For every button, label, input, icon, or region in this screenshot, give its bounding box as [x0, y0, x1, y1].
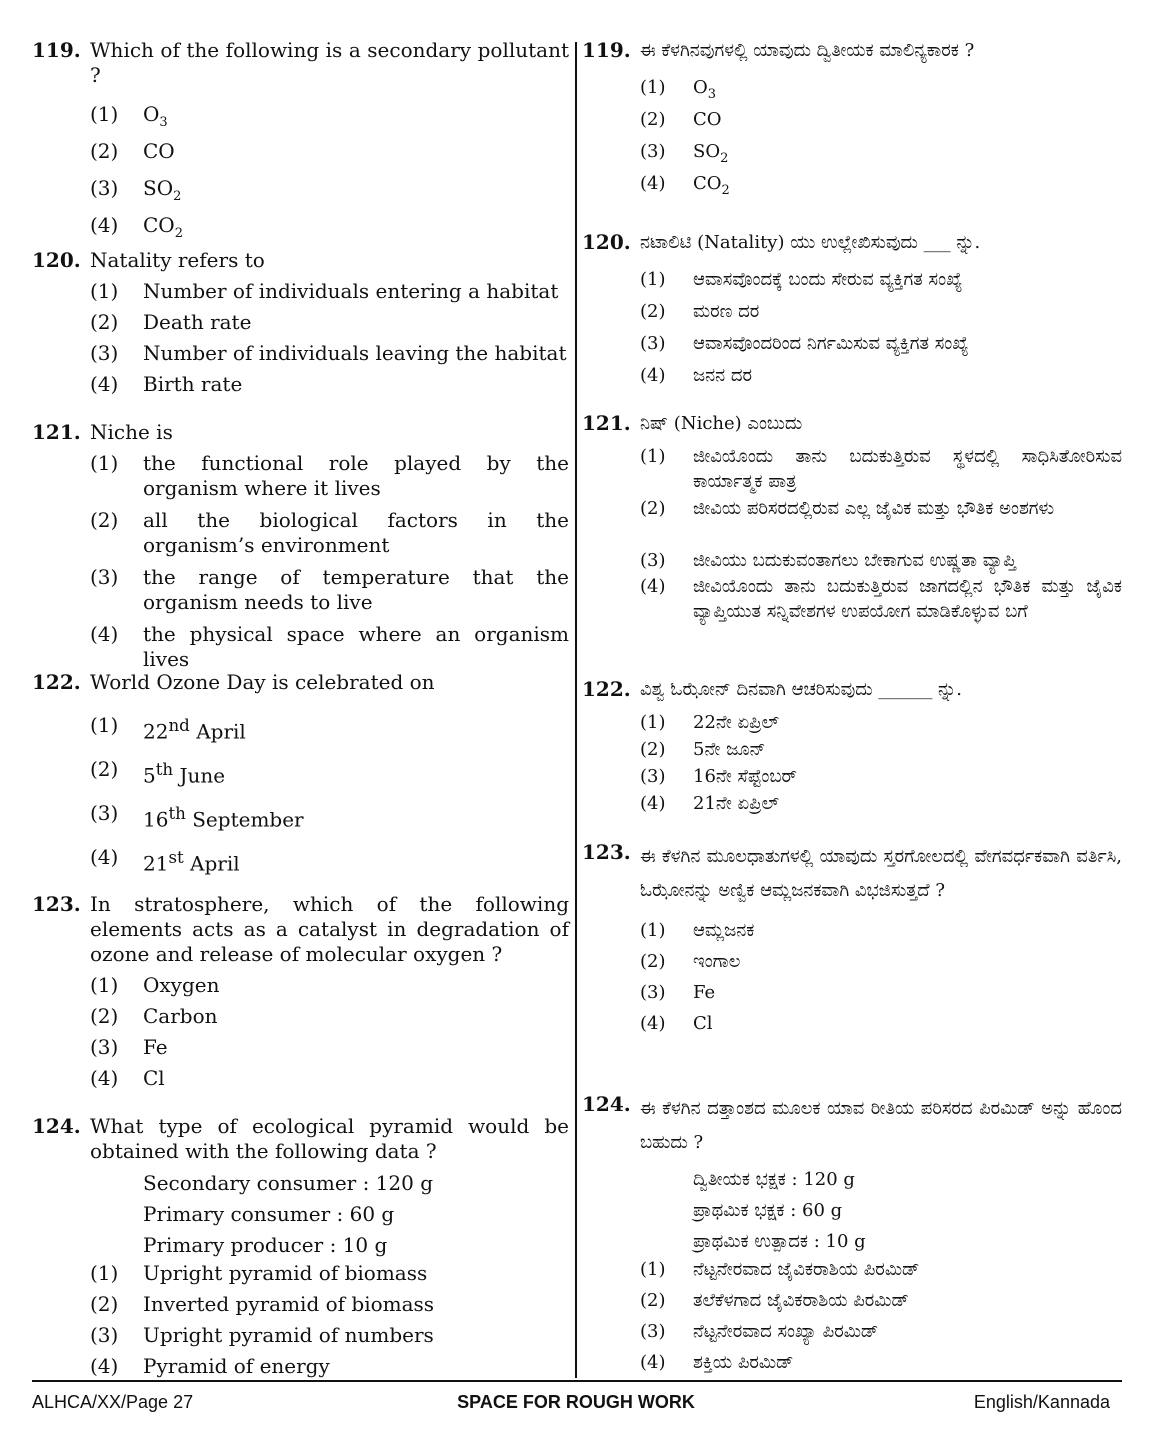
option-4[interactable]: (4) the physical space where an organism lives: [90, 622, 569, 671]
option-3[interactable]: (3) ನೆಟ್ಟನೇರವಾದ ಸಂಖ್ಯಾ ಪಿರಮಿಡ್: [640, 1321, 879, 1342]
question-number: 123.: [582, 840, 631, 864]
option-2[interactable]: (2) all the biological factors in the organism’s environment: [90, 508, 569, 557]
question-123: [32, 892, 569, 1114]
question-number: 120.: [32, 248, 81, 272]
question-119: [582, 38, 1122, 230]
option-4[interactable]: (4) Pyramid of energy: [90, 1354, 330, 1378]
kannada-column: [582, 38, 1122, 1381]
option-1[interactable]: (1) ಆವಾಸವೊಂದಕ್ಕೆ ಬಂದು ಸೇರುವ ವ್ಯಕ್ತಿಗತ ಸಂಖ್ಯೆ: [640, 269, 963, 290]
data-line: ದ್ವಿತೀಯಕ ಭಕ್ಷಕ : 120 g: [693, 1169, 855, 1190]
question-121: [582, 411, 1122, 677]
option-3[interactable]: (3) ಜೀವಿಯು ಬದುಕುವಂತಾಗಲು ಬೇಕಾಗುವ ಉಷ್ಣತಾ ವ್ಯಾಪ್ತಿ: [640, 550, 1017, 571]
question-124: [582, 1092, 1122, 1381]
rough-work-label: SPACE FOR ROUGH WORK: [457, 1392, 695, 1412]
option-1[interactable]: (1) $O_3$: [640, 77, 717, 102]
option-4[interactable]: (4) $CO_2$: [90, 213, 183, 241]
option-1[interactable]: (1) ನೆಟ್ಟನೇರವಾದ ಜೈವಿಕರಾಶಿಯ ಪಿರಮಿಡ್: [640, 1259, 920, 1280]
question-119: [32, 38, 569, 248]
question-text: Natality refers to: [90, 248, 265, 272]
question-text: World Ozone Day is celebrated on: [90, 670, 435, 694]
option-4[interactable]: (4) Cl: [90, 1066, 165, 1090]
question-number: 119.: [32, 38, 81, 62]
question-text: Niche is: [90, 420, 173, 444]
question-text: ಈ ಕೆಳಗಿನ ದತ್ತಾಂಶದ ಮೂಲಕ ಯಾವ ರೀತಿಯ ಪರಿಸರದ ಪಿರಮಿಡ್ ಅನ್ನು ಹೊಂದ ಬಹುದು ?: [640, 1098, 1122, 1153]
option-3[interactable]: (3) the range of temperature that the organism needs to live: [90, 565, 569, 614]
option-4[interactable]: (4) Birth rate: [90, 372, 243, 396]
option-3[interactable]: (3) Fe: [640, 982, 716, 1003]
question-121: [32, 420, 569, 670]
footer-rule: [32, 1380, 1122, 1382]
option-1[interactable]: (1) 22nd April: [90, 713, 246, 744]
option-4[interactable]: (4) 21st April: [90, 845, 240, 876]
option-2[interactable]: (2) 5ನೇ ಜೂನ್: [640, 739, 766, 760]
option-1[interactable]: (1) Number of individuals entering a habitat: [90, 279, 559, 303]
question-number: 123.: [32, 892, 81, 916]
question-number: 119.: [582, 38, 631, 62]
question-120: [582, 230, 1122, 411]
option-2[interactable]: (2) ಮರಣ ದರ: [640, 301, 760, 322]
data-line: ಪ್ರಾಥಮಿಕ ಭಕ್ಷಕ : 60 g: [693, 1200, 843, 1221]
option-3[interactable]: (3) 16ನೇ ಸೆಪ್ಟೆಂಬರ್: [640, 766, 797, 787]
column-divider: [575, 42, 577, 1378]
data-line: ಪ್ರಾಥಮಿಕ ಉತ್ಪಾದಕ : 10 g: [693, 1231, 866, 1252]
page-code: ALHCA/XX/Page 27: [32, 1392, 194, 1412]
option-2[interactable]: (2) CO: [640, 109, 722, 130]
question-text: ನಿಷ್ (Niche) ಎಂಬುದು: [640, 413, 803, 434]
language-label: English/Kannada: [973, 1392, 1110, 1412]
option-3[interactable]: (3) 16th September: [90, 801, 304, 832]
option-4[interactable]: (4) 21ನೇ ಏಪ್ರಿಲ್: [640, 793, 779, 814]
data-line: Primary consumer : 60 g: [143, 1202, 395, 1226]
option-3[interactable]: (3) $SO_2$: [90, 176, 182, 204]
question-122: [582, 677, 1122, 840]
question-number: 121.: [32, 420, 81, 444]
option-4[interactable]: (4) $CO_2$: [640, 173, 730, 198]
question-text: Which of the following is a secondary pollutant ?: [90, 38, 569, 87]
option-1[interactable]: (1) 22ನೇ ಏಪ್ರಿಲ್: [640, 712, 779, 733]
option-1[interactable]: (1) ಜೀವಿಯೊಂದು ತಾನು ಬದುಕುತ್ತಿರುವ ಸ್ಥಳದಲ್ಲಿ ಸಾಧಿಸಿತೋರಿಸುವ ಕಾರ್ಯಾತ್ಮಕ ಪಾತ್ರ: [640, 446, 1122, 492]
question-number: 120.: [582, 230, 631, 254]
option-1[interactable]: (1) $O_3$: [90, 102, 168, 130]
option-4[interactable]: (4) ಜೀವಿಯೊಂದು ತಾನು ಬದುಕುತ್ತಿರುವ ಜಾಗದಲ್ಲಿನ ಭೌತಿಕ ಮತ್ತು ಜೈವಿಕ ವ್ಯಾಪ್ತಿಯುತ ಸನ್ನಿವೇಶಗಳ ಉಪಯೋಗ ಮಾಡಿಕೊಳ್ಳುವ ಬಗೆ: [640, 576, 1122, 622]
question-number: 124.: [32, 1114, 81, 1138]
option-1[interactable]: (1) the functional role played by the organism where it lives: [90, 451, 569, 500]
option-2[interactable]: (2) Death rate: [90, 310, 252, 334]
option-2[interactable]: (2) ಜೀವಿಯ ಪರಿಸರದಲ್ಲಿರುವ ಎಲ್ಲ ಜೈವಿಕ ಮತ್ತು ಭೌತಿಕ ಅಂಶಗಳು: [640, 498, 1055, 519]
question-123: [582, 840, 1122, 1092]
question-text: ವಿಶ್ವ ಓಝೋನ್ ದಿನವಾಗಿ ಆಚರಿಸುವುದು ______ ನ್ನು.: [640, 679, 962, 700]
option-2[interactable]: (2) ಇಂಗಾಲ: [640, 951, 741, 972]
question-124: [32, 1114, 569, 1385]
option-1[interactable]: (1) ಆಮ್ಲಜನಕ: [640, 920, 755, 941]
question-122: [32, 670, 569, 892]
option-4[interactable]: (4) ಜನನ ದರ: [640, 365, 752, 386]
option-1[interactable]: (1) Oxygen: [90, 973, 220, 997]
option-2[interactable]: (2) 5th June: [90, 757, 226, 788]
option-2[interactable]: (2) ತಲೆಕೆಳಗಾದ ಜೈವಿಕರಾಶಿಯ ಪಿರಮಿಡ್: [640, 1290, 909, 1311]
question-120: [32, 248, 569, 420]
option-2[interactable]: (2) Inverted pyramid of biomass: [90, 1292, 435, 1316]
option-3[interactable]: (3) ಆವಾಸವೊಂದರಿಂದ ನಿರ್ಗಮಿಸುವ ವ್ಯಕ್ತಿಗತ ಸಂಖ್ಯೆ: [640, 333, 969, 354]
option-2[interactable]: (2) CO: [90, 139, 175, 163]
question-number: 122.: [582, 677, 631, 701]
data-line: Secondary consumer : 120 g: [143, 1171, 434, 1195]
option-2[interactable]: (2) Carbon: [90, 1004, 218, 1028]
option-4[interactable]: (4) ಶಕ್ತಿಯ ಪಿರಮಿಡ್: [640, 1352, 794, 1373]
question-number: 121.: [582, 411, 631, 435]
option-1[interactable]: (1) Upright pyramid of biomass: [90, 1261, 428, 1285]
option-3[interactable]: (3) Fe: [90, 1035, 168, 1059]
question-text: ಈ ಕೆಳಗಿನ ಮೂಲಧಾತುಗಳಲ್ಲಿ ಯಾವುದು ಸ್ತರಗೋಲದಲ್ಲಿ ವೇಗವರ್ಧಕವಾಗಿ ವರ್ತಿಸಿ, ಓಝೋನನ್ನು ಅಣ್ವಿಕ ಆಮ್ಲಜನಕವಾಗಿ ವಿಭಜಿಸುತ್ತದೆ ?: [640, 846, 1122, 901]
question-number: 122.: [32, 670, 81, 694]
question-text: In stratosphere, which of the following elements acts as a catalyst in degradation of ozone and release of molecular oxygen ?: [90, 892, 569, 966]
english-column: [32, 38, 569, 1385]
option-3[interactable]: (3) $SO_2$: [640, 141, 729, 166]
question-text: What type of ecological pyramid would be obtained with the following data ?: [90, 1114, 569, 1163]
data-line: Primary producer : 10 g: [143, 1233, 388, 1257]
option-3[interactable]: (3) Number of individuals leaving the habitat: [90, 341, 567, 365]
option-4[interactable]: (4) Cl: [640, 1013, 713, 1034]
question-number: 124.: [582, 1092, 631, 1116]
question-text: ನಟಾಲಿಟಿ (Natality) ಯು ಉಲ್ಲೇಖಿಸುವುದು ___ ನ್ನು.: [640, 232, 981, 253]
option-3[interactable]: (3) Upright pyramid of numbers: [90, 1323, 434, 1347]
question-text: ಈ ಕೆಳಗಿನವುಗಳಲ್ಲಿ ಯಾವುದು ದ್ವಿತೀಯಕ ಮಾಲಿನ್ಯಕಾರಕ ?: [640, 40, 975, 61]
